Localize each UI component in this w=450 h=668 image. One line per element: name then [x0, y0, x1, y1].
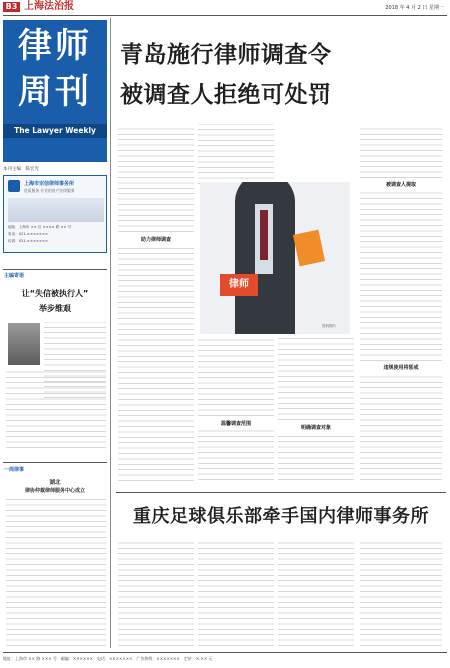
- main-subhead-3: 被调查人提取: [385, 182, 416, 188]
- brief-item-subtitle: 律协仲裁律师服务中心成立: [24, 488, 85, 494]
- main-headline-line1: 青岛施行律师调查令: [120, 41, 332, 68]
- document-prop: [293, 230, 325, 267]
- tie: [260, 210, 268, 260]
- main-body-col4-a: [360, 124, 442, 178]
- second-body-col3: [278, 540, 354, 646]
- column-title-line2: 周刊: [18, 72, 92, 112]
- column-logo-block: [3, 20, 107, 162]
- main-body-col3-a: [278, 336, 354, 420]
- ad-firm-name: 上海市宗信律师事务所: [24, 181, 75, 187]
- main-body-col4-c: [360, 374, 442, 480]
- second-headline: 重庆足球俱乐部牵手国内律师事务所: [133, 506, 429, 527]
- main-body-col1-b: [118, 246, 194, 481]
- main-body-col2-a: [198, 124, 274, 184]
- page-number: B3: [3, 2, 20, 12]
- second-body-col4: [360, 540, 442, 646]
- footer-info: 地址：上海市 ×× 路 ××× 号 邮编：×××××× 电话：××××××× 广告热线：××××××× 定价：×.×× 元: [3, 656, 213, 661]
- firm-logo-icon: [8, 180, 20, 192]
- main-subhead-5: 温馨调查范围: [220, 421, 251, 427]
- main-body-col3-b: [278, 434, 354, 480]
- masthead: [0, 0, 450, 14]
- ad-image: [8, 198, 104, 222]
- advertisement[interactable]: [3, 175, 107, 253]
- ad-fax: 传真：021-×××××××: [8, 239, 49, 243]
- main-body-col4-b: [360, 191, 442, 361]
- second-body-col2: [198, 540, 274, 646]
- column-article-title-1: 让“失信被执行人”: [21, 289, 89, 298]
- main-subhead-1: 助力律师调查: [140, 237, 171, 243]
- second-body-col1: [118, 540, 194, 646]
- editor-credit: 本刊主编：陈宏光: [3, 167, 39, 172]
- article-illustration: [200, 182, 350, 334]
- column-english-title: The Lawyer Weekly: [14, 126, 96, 135]
- photo-credit: 资料图片: [322, 324, 337, 328]
- main-body-col2-b: [198, 336, 274, 416]
- ad-slogan: 优质服务 专业的房产法律服务: [24, 188, 75, 193]
- paper-name: 上海法治报: [24, 1, 74, 12]
- ad-tel: 电话：021-×××××××: [8, 232, 49, 236]
- masthead-rule: [3, 15, 447, 16]
- column-article-title-2: 举步维艰: [39, 304, 71, 313]
- brief-body-text: [6, 498, 106, 646]
- column-title-line1: 律师: [18, 26, 92, 66]
- column-body-text-2: [6, 368, 106, 448]
- main-body-col1-a: [118, 124, 194, 232]
- ad-address: 地址：上海市 ×× 区 ×××× 路 ×× 号: [8, 225, 72, 229]
- main-headline-line2: 被调查人拒绝可处罚: [120, 81, 332, 108]
- issue-date: 2018 年 4 月 2 日 星期一: [385, 5, 444, 11]
- brief-item-title: 湖北: [49, 480, 61, 486]
- main-subhead-4: 违规使用将惩戒: [383, 365, 419, 371]
- author-portrait: [8, 323, 40, 365]
- main-body-col2-c: [198, 430, 274, 480]
- column-label: 主编寄语: [4, 273, 25, 279]
- brief-label: 一周律事: [4, 467, 25, 473]
- main-subhead-2: 明确调查对象: [300, 425, 331, 431]
- lawyer-card: 律师: [220, 274, 258, 296]
